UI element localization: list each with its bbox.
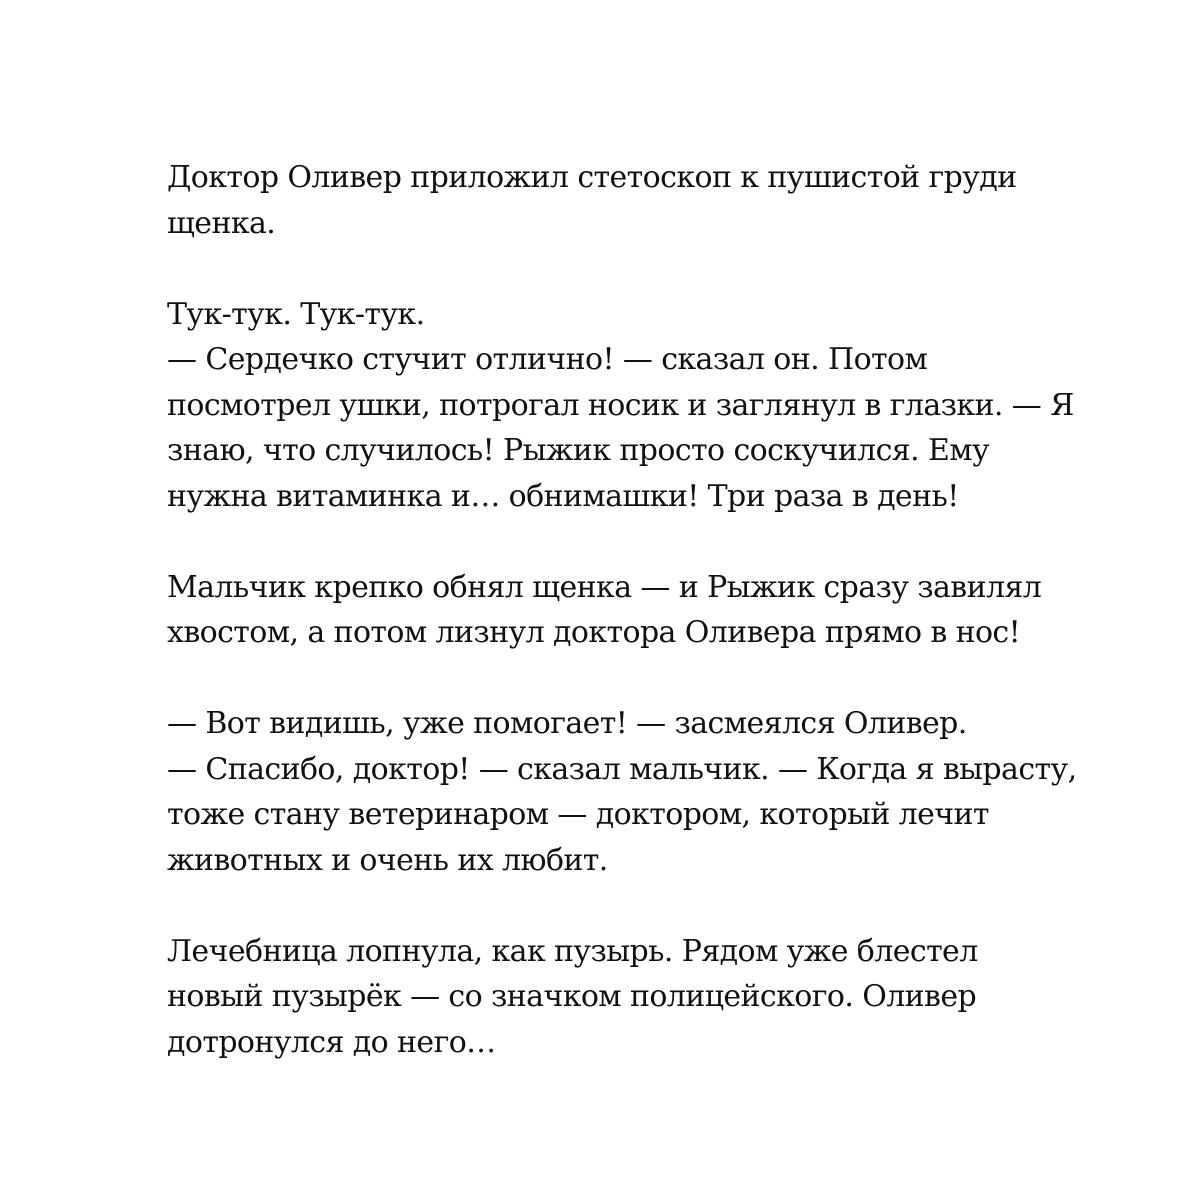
text-line: нужна витаминка и… обнимашки! Три раза в день!	[167, 478, 959, 514]
text-line: — Вот видишь, уже помогает! — засмеялся Оливер.	[167, 706, 967, 741]
text-line: животных и очень их любит.	[167, 842, 608, 878]
text-line: тоже стану ветеринаром — доктором, который лечит	[167, 797, 989, 832]
text-line: знаю, что случилось! Рыжик просто соскучился. Ему	[167, 433, 990, 468]
text-line: щенка.	[167, 205, 276, 241]
text-line: — Спасибо, доктор! — сказал мальчик. — Когда я вырасту,	[167, 751, 1077, 787]
text-line: — Сердечко стучит отлично! — сказал он. Потом	[167, 342, 928, 377]
paragraph-3	[167, 565, 1127, 656]
paragraph-5	[167, 929, 1127, 1066]
text-line: дотронулся до него…	[167, 1024, 496, 1060]
story-page	[167, 155, 1127, 1111]
text-line: хвостом, а потом лизнул доктора Оливера прямо в нос!	[167, 615, 1021, 650]
paragraph-2	[167, 292, 1127, 520]
text-line: Лечебница лопнула, как пузырь. Рядом уже блестел	[167, 933, 978, 969]
text-line: Доктор Оливер приложил стетоскоп к пушистой груди	[167, 160, 1017, 195]
text-line: посмотрел ушки, потрогал носик и заглянул в глазки. — Я	[167, 387, 1074, 423]
text-line: новый пузырёк — со значком полицейского. Оливер	[167, 979, 977, 1014]
text-line: Тук-тук. Тук-тук.	[167, 296, 425, 332]
paragraph-4	[167, 701, 1127, 883]
text-line: Мальчик крепко обнял щенка — и Рыжик сразу завилял	[167, 569, 1042, 605]
paragraph-1	[167, 155, 1127, 246]
